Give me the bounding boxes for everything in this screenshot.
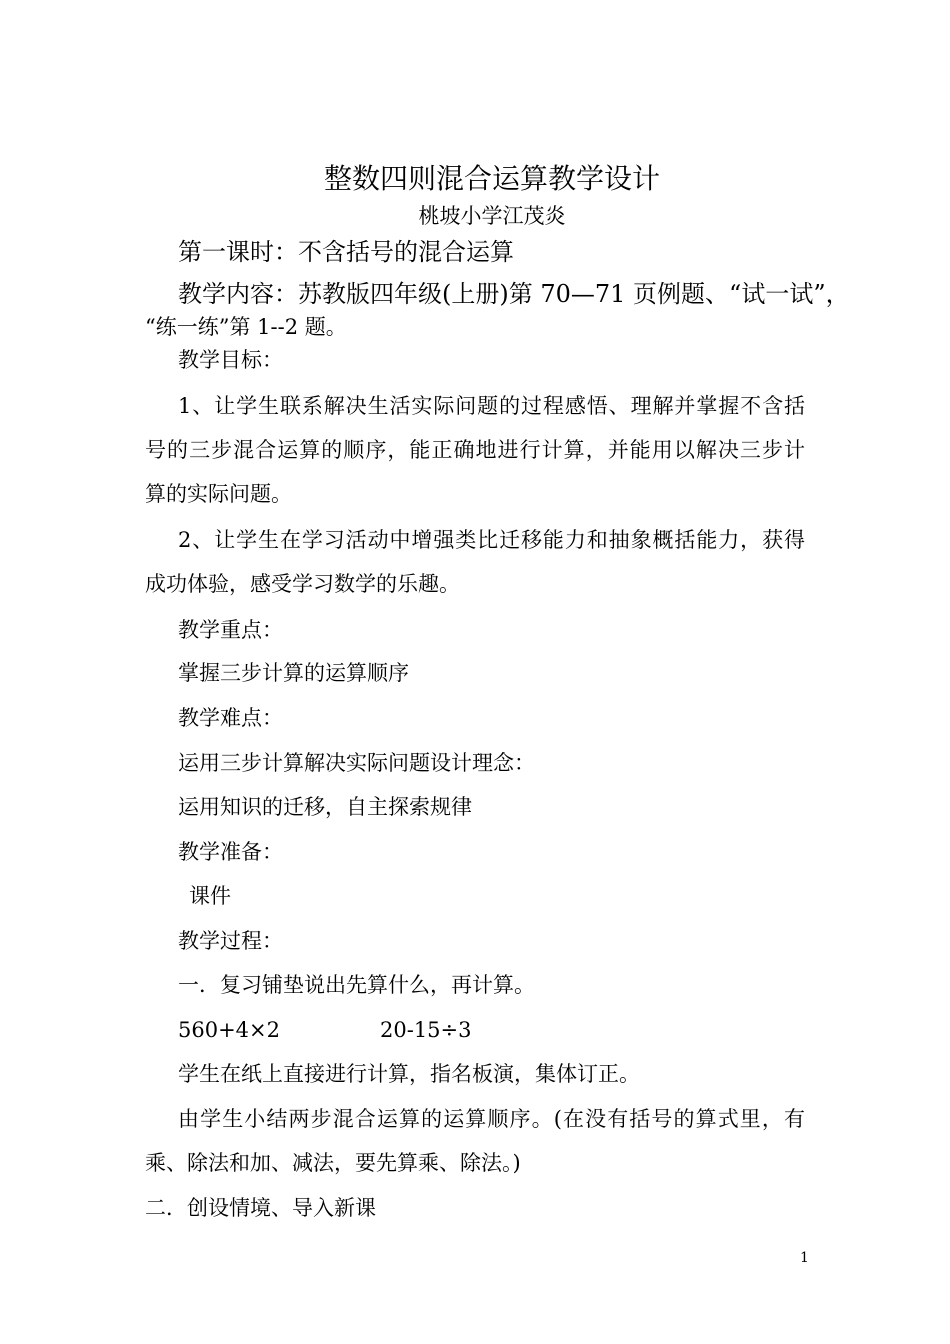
objective1-line3: 算的实际问题。 bbox=[145, 482, 292, 506]
page-number: 1 bbox=[800, 1250, 809, 1266]
step1-heading: 一．复习铺垫说出先算什么，再计算。 bbox=[178, 973, 535, 997]
key-point-label: 教学重点： bbox=[178, 618, 283, 642]
key-point-text: 掌握三步计算的运算顺序 bbox=[178, 661, 409, 685]
step1-text: 学生在纸上直接进行计算，指名板演，集体订正。 bbox=[178, 1062, 640, 1086]
difficulty-label: 教学难点： bbox=[178, 706, 283, 730]
lesson-heading: 第一课时：不含括号的混合运算 bbox=[178, 238, 514, 266]
document-title: 整数四则混合运算教学设计 bbox=[323, 162, 660, 195]
teaching-content-line1: 教学内容：苏教版四年级(上册)第 70—71 页例题、“试一试”， bbox=[178, 280, 850, 308]
preparation-text: 课件 bbox=[189, 884, 231, 908]
formula-b: 20-15÷3 bbox=[380, 1018, 472, 1042]
teaching-content-line2: “练一练”第 1--2 题。 bbox=[145, 315, 347, 339]
step2-heading: 二．创设情境、导入新课 bbox=[145, 1196, 376, 1220]
summary-line2: 乘、除法和加、减法，要先算乘、除法。) bbox=[145, 1151, 521, 1175]
objective2-line2: 成功体验，感受学习数学的乐趣。 bbox=[145, 572, 460, 596]
objective2-line1: 2、让学生在学习活动中增强类比迁移能力和抽象概括能力，获得 bbox=[178, 528, 805, 552]
design-concept-text: 运用知识的迁移，自主探索规律 bbox=[178, 795, 472, 819]
objectives-label: 教学目标： bbox=[178, 348, 283, 372]
process-label: 教学过程： bbox=[178, 929, 283, 953]
difficulty-text: 运用三步计算解决实际问题设计理念： bbox=[178, 751, 535, 775]
objective1-line1: 1、让学生联系解决生活实际问题的过程感悟、理解并掌握不含括 bbox=[178, 394, 805, 418]
document-author: 桃坡小学江茂炎 bbox=[418, 204, 566, 228]
preparation-label: 教学准备： bbox=[178, 840, 283, 864]
summary-line1: 由学生小结两步混合运算的运算顺序。(在没有括号的算式里，有 bbox=[178, 1107, 805, 1131]
objective1-line2: 号的三步混合运算的顺序，能正确地进行计算，并能用以解决三步计 bbox=[145, 438, 805, 462]
formula-a: 560+4×2 bbox=[178, 1018, 280, 1042]
review-formulas bbox=[0, 1020, 950, 1044]
